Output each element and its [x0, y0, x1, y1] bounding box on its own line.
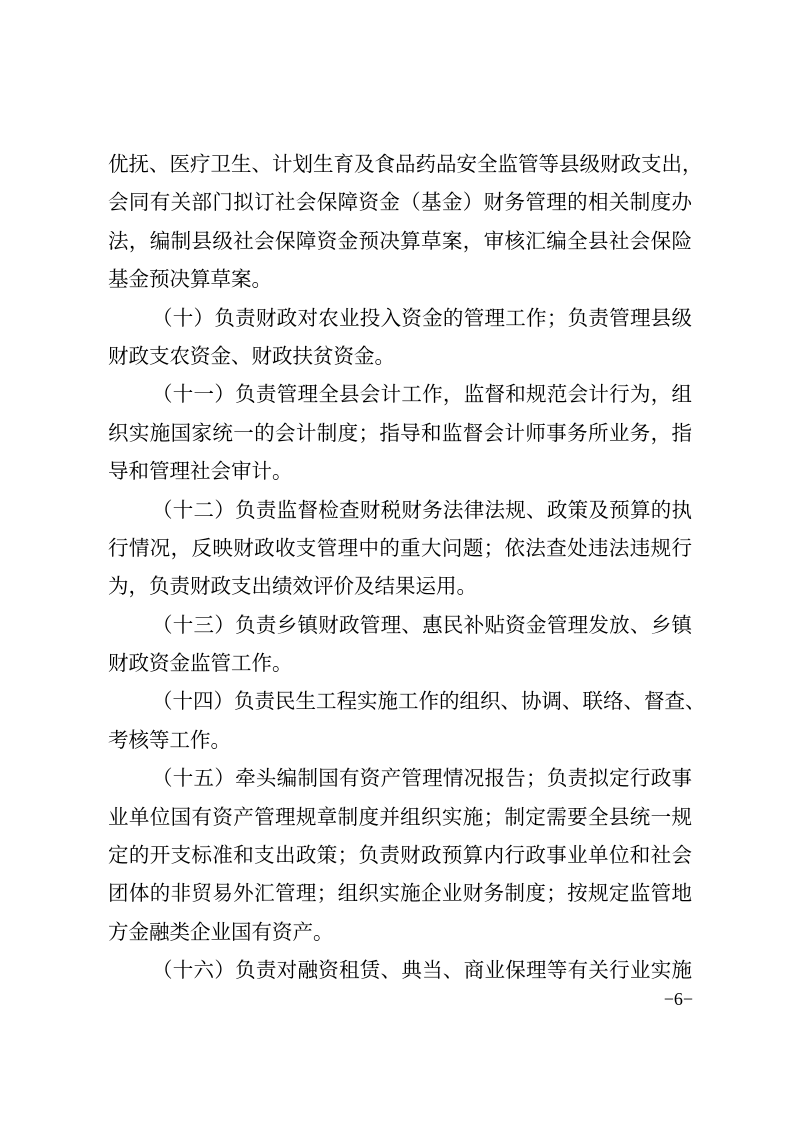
paragraph-13-start: （十三）负责乡镇财政管理、惠民补贴资金管理发放、乡镇: [152, 612, 692, 637]
text-line: 导和管理社会审计。: [108, 459, 293, 484]
paragraph-12-start: （十二）负责监督检查财税财务法律法规、政策及预算的执: [152, 497, 692, 522]
paragraph-10-start: （十）负责财政对农业投入资金的管理工作；负责管理县级: [152, 305, 692, 330]
text-line: 优抚、医疗卫生、计划生育及食品药品安全监管等县级财政支出，: [108, 152, 703, 176]
text-line: 考核等工作。: [108, 727, 231, 752]
text-line: 财政支农资金、财政扶贫资金。: [108, 343, 395, 368]
text-line: 会同有关部门拟订社会保障资金（基金）财务管理的相关制度办: [108, 190, 692, 215]
paragraph-15-start: （十五）牵头编制国有资产管理情况报告；负责拟定行政事: [152, 766, 692, 791]
paragraph-14-start: （十四）负责民生工程实施工作的组织、协调、联络、督查、: [152, 689, 706, 714]
text-line: 业单位国有资产管理规章制度并组织实施；制定需要全县统一规: [108, 804, 692, 829]
text-line: 织实施国家统一的会计制度；指导和监督会计师事务所业务，指: [108, 420, 692, 445]
text-line: 方金融类企业国有资产。: [108, 919, 334, 944]
text-line: 财政资金监管工作。: [108, 651, 293, 676]
page-number: −6−: [663, 989, 693, 1009]
paragraph-11-start: （十一）负责管理全县会计工作，监督和规范会计行为，组: [152, 382, 692, 407]
text-line: 团体的非贸易外汇管理；组织实施企业财务制度；按规定监管地: [108, 881, 692, 906]
text-line: 基金预决算草案。: [108, 267, 272, 292]
document-body: [108, 145, 706, 990]
text-line: 法，编制县级社会保障资金预决算草案，审核汇编全县社会保险: [108, 228, 692, 253]
text-line: 为，负责财政支出绩效评价及结果运用。: [108, 574, 477, 599]
text-line: 定的开支标准和支出政策；负责财政预算内行政事业单位和社会: [108, 843, 692, 868]
text-line: 行情况，反映财政收支管理中的重大问题；依法查处违法违规行: [108, 535, 692, 560]
paragraph-16-start: （十六）负责对融资租赁、典当、商业保理等有关行业实施: [152, 958, 692, 983]
